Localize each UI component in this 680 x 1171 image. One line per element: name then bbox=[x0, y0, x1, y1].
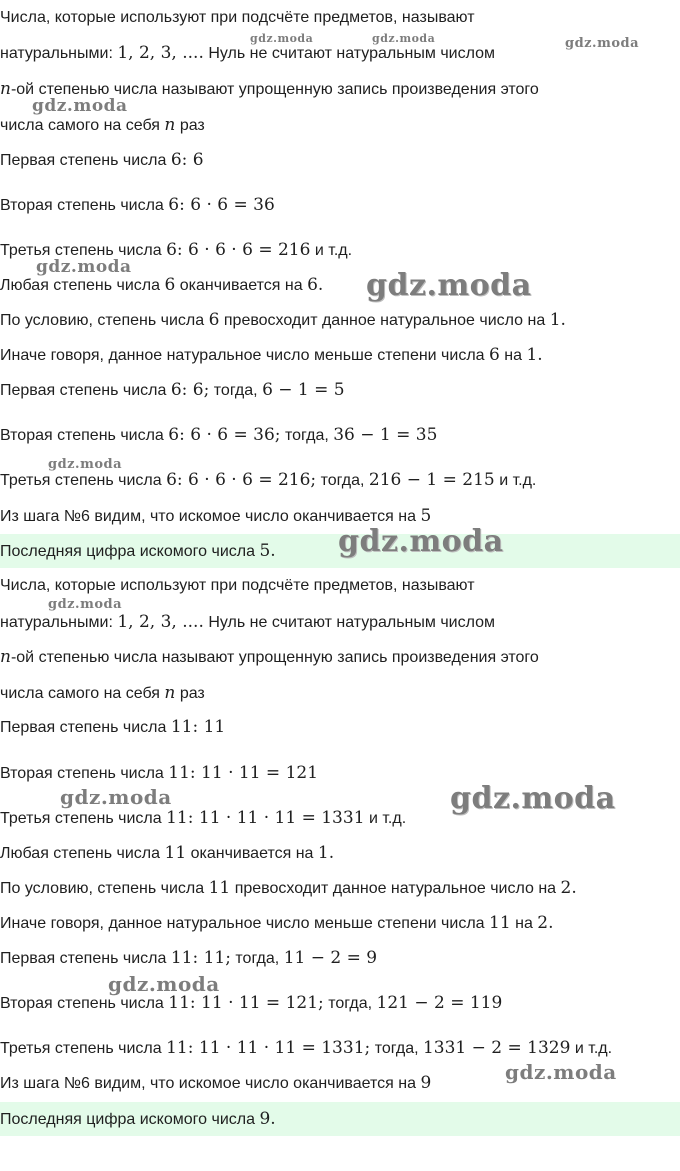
p2-line-12: Вторая степень числа 11: 11 · 11 = 121; тогда, 121 − 2 = 119 bbox=[0, 993, 503, 1013]
watermark: gdz.moda bbox=[36, 257, 132, 277]
watermark: gdz.moda bbox=[565, 36, 640, 51]
p1-line-12: Вторая степень числа 6: 6 · 6 = 36; тогда, 36 − 1 = 35 bbox=[0, 425, 438, 445]
watermark: gdz.moda bbox=[505, 1060, 617, 1084]
p2-answer: Последняя цифра искомого числа 9. bbox=[0, 1109, 276, 1129]
watermark: gdz.moda bbox=[250, 32, 314, 45]
p1-line-9: По условию, степень числа 6 превосходит данное натуральное число на 1. bbox=[0, 310, 566, 330]
p2-line-13: Третья степень числа 11: 11 · 11 · 11 = 1331; тогда, 1331 − 2 = 1329 и т.д. bbox=[0, 1038, 613, 1058]
p2-line-9: По условию, степень числа 11 превосходит данное натуральное число на 2. bbox=[0, 878, 577, 898]
p2-line-3: n-ой степенью числа называют упрощенную запись произведения этого bbox=[0, 647, 539, 667]
p2-line-6: Вторая степень числа 11: 11 · 11 = 121 bbox=[0, 763, 319, 783]
p1-line-7: Третья степень числа 6: 6 · 6 · 6 = 216 и т.д. bbox=[0, 240, 353, 260]
watermark: gdz.moda bbox=[60, 785, 172, 809]
p1-answer: Последняя цифра искомого числа 5. bbox=[0, 541, 276, 561]
watermark: gdz.moda bbox=[372, 32, 436, 45]
p1-line-1: Числа, которые используют при подсчёте предметов, называют bbox=[0, 9, 475, 26]
p2-line-2: натуральными: 1, 2, 3, .... Нуль не считают натуральным числом bbox=[0, 612, 496, 632]
p1-line-10: Иначе говоря, данное натуральное число меньше степени числа 6 на 1. bbox=[0, 345, 543, 365]
p1-line-14: Из шага №6 видим, что искомое число оканчивается на 5 bbox=[0, 506, 432, 526]
watermark: gdz.moda bbox=[450, 781, 616, 816]
p2-line-5: Первая степень числа 11: 11 bbox=[0, 717, 226, 737]
p1-line-4: числа самого на себя n раз bbox=[0, 115, 205, 135]
watermark: gdz.moda bbox=[366, 268, 532, 303]
p2-line-14: Из шага №6 видим, что искомое число оканчивается на 9 bbox=[0, 1073, 432, 1093]
p1-line-6: Вторая степень числа 6: 6 · 6 = 36 bbox=[0, 195, 275, 215]
watermark: gdz.moda bbox=[338, 524, 504, 559]
p2-line-11: Первая степень числа 11: 11; тогда, 11 − 2 = 9 bbox=[0, 948, 378, 968]
p2-line-1: Числа, которые используют при подсчёте предметов, называют bbox=[0, 577, 475, 594]
p1-line-3: n-ой степенью числа называют упрощенную запись произведения этого bbox=[0, 79, 539, 99]
p1-line-8: Любая степень числа 6 оканчивается на 6. bbox=[0, 275, 324, 295]
watermark: gdz.moda bbox=[32, 96, 128, 116]
p1-line-5: Первая степень числа 6: 6 bbox=[0, 150, 204, 170]
p2-line-4: числа самого на себя n раз bbox=[0, 683, 205, 703]
watermark: gdz.moda bbox=[48, 457, 123, 472]
watermark: gdz.moda bbox=[108, 972, 220, 996]
watermark: gdz.moda bbox=[48, 597, 123, 612]
p1-line-11: Первая степень числа 6: 6; тогда, 6 − 1 = 5 bbox=[0, 380, 345, 400]
p2-line-10: Иначе говоря, данное натуральное число меньше степени числа 11 на 2. bbox=[0, 913, 554, 933]
p2-line-7: Третья степень числа 11: 11 · 11 · 11 = 1331 и т.д. bbox=[0, 808, 407, 828]
p2-line-8: Любая степень числа 11 оканчивается на 1. bbox=[0, 843, 335, 863]
p1-line-13: Третья степень числа 6: 6 · 6 · 6 = 216; тогда, 216 − 1 = 215 и т.д. bbox=[0, 470, 537, 490]
p1-line-2: натуральными: 1, 2, 3, .... Нуль не считают натуральным числом bbox=[0, 43, 496, 63]
